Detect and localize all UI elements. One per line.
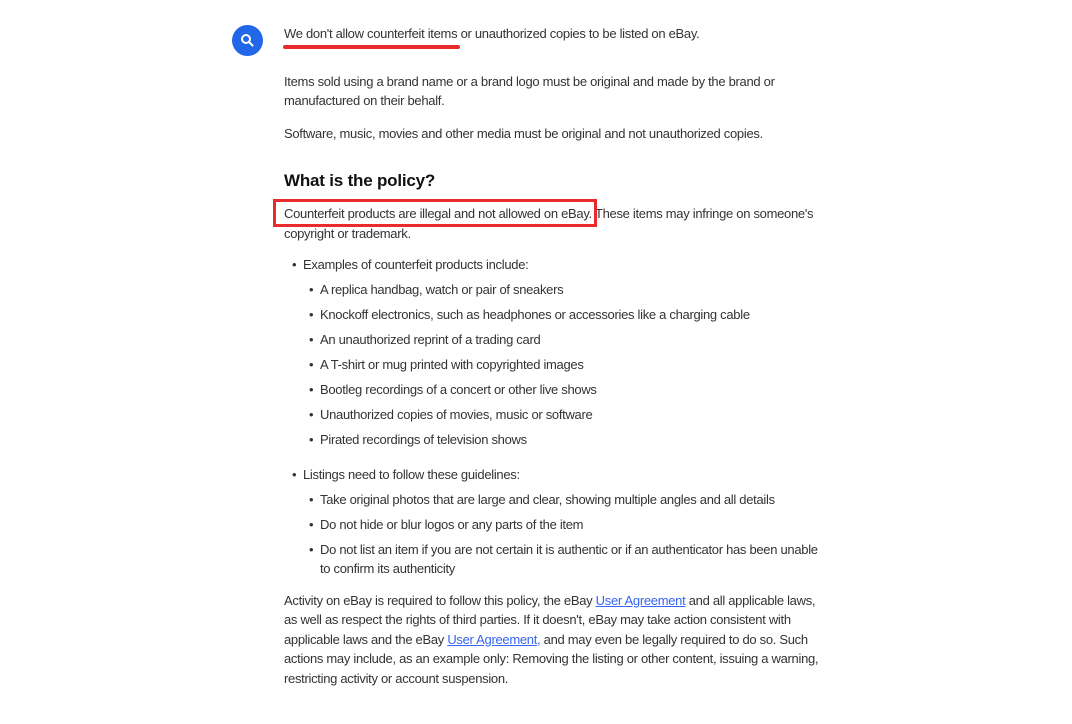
- lead-rest-text: or unauthorized copies to be listed on eBay.: [457, 26, 700, 41]
- policy-lead-statement: [284, 24, 829, 44]
- list-item: • Pirated recordings of television shows: [303, 430, 829, 450]
- boxed-sentence-text: Counterfeit products are illegal and not allowed on eBay.: [284, 206, 592, 221]
- list-item: • Do not list an item if you are not certain it is authentic or if an authenticator has been unable to confirm its authenticity: [303, 540, 829, 579]
- red-box-annotation: [284, 206, 592, 221]
- examples-list: [303, 280, 829, 450]
- user-agreement-link[interactable]: User Agreement,: [447, 631, 541, 647]
- magnifier-glyph: [239, 32, 256, 49]
- list-item: • Do not hide or blur logos or any parts of the item: [303, 515, 829, 535]
- guidelines-list-group: [284, 465, 829, 579]
- policy-statement-line-1: [284, 204, 829, 224]
- lead-underlined-text: We don't allow counterfeit items: [284, 26, 458, 41]
- guidelines-list: [303, 490, 829, 579]
- closing-text: Activity on eBay is required to follow this policy, the eBay: [284, 592, 596, 608]
- list-item: • Bootleg recordings of a concert or other live shows: [303, 380, 829, 400]
- list-item: • A replica handbag, watch or pair of sneakers: [303, 280, 829, 300]
- examples-list-label: Examples of counterfeit products include:: [303, 257, 529, 272]
- closing-text: and may even be legally required to do so. Such actions may include, as an example only: Removing the listing or other content, issuing a warning, restricting activity or account suspension.: [284, 631, 819, 686]
- policy-content: [284, 24, 829, 688]
- red-underline-annotation: [284, 26, 457, 41]
- paragraph-line: manufactured on their behalf.: [284, 93, 445, 108]
- statement-rest-text: These items may infringe on someone's: [591, 206, 814, 221]
- intro-paragraph-1: [284, 72, 829, 111]
- paragraph-line: Items sold using a brand name or a brand logo must be original and made by the brand or: [284, 73, 775, 89]
- user-agreement-link[interactable]: User Agreement: [595, 592, 686, 608]
- policy-statement-paragraph: [284, 204, 829, 243]
- search-icon: [232, 25, 263, 56]
- list-item: • Unauthorized copies of movies, music or software: [303, 405, 829, 425]
- guidelines-list-label: Listings need to follow these guidelines:: [303, 466, 520, 482]
- closing-text: and all applicable laws, as well as respect the rights of third parties. If it doesn't, eBay may take action consistent with applicable laws and the eBay: [284, 592, 816, 647]
- list-item: • An unauthorized reprint of a trading card: [303, 330, 829, 350]
- intro-paragraph-2: [284, 124, 829, 144]
- paragraph-line: Software, music, movies and other media must be original and not unauthorized copies.: [284, 125, 763, 141]
- policy-statement-line-2: copyright or trademark.: [284, 225, 411, 241]
- list-item: • Take original photos that are large and clear, showing multiple angles and all details: [303, 490, 829, 510]
- closing-paragraph: [284, 591, 829, 689]
- list-item: • Knockoff electronics, such as headphones or accessories like a charging cable: [303, 305, 829, 325]
- section-heading: What is the policy?: [284, 171, 436, 190]
- list-item: • A T-shirt or mug printed with copyrighted images: [303, 355, 829, 375]
- policy-lists: [284, 255, 829, 579]
- examples-list-group: [284, 255, 829, 450]
